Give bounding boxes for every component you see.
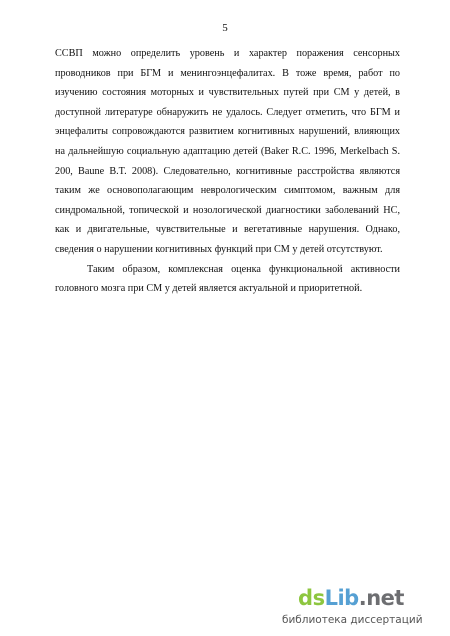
- paragraph-1: ССВП можно определить уровень и характер поражения сенсорных проводников при БГМ и менингоэнцефалитах. В тоже время, работ по изучению состояния моторных и чувствительных путей при СМ у детей, в доступной литературе обнаружить не удалось. Следует отметить, что БГМ и энцефалиты сопровождаются развитием когнитивных нарушений, влияющих на дальнейшую социальную адаптацию детей (Baker R.C. 1996, Merkelbach S. 200, Baune B.T. 2008). Следовательно, когнитивные расстройства являются таким же основополагающим неврологическим симптомом, важным для синдромальной, топической и нозологической диагностики заболеваний НС, как и двигательные, чувствительные и вегетативные нарушения. Однако, сведения о нарушении когнитивных функций при СМ у детей отсутствуют.: [55, 48, 400, 255]
- paragraph-2: Таким образом, комплексная оценка функциональной активности головного мозга при СМ у детей является актуальной и приоритетной.: [55, 263, 400, 295]
- body-text: [55, 44, 400, 299]
- dslib-watermark: [282, 586, 442, 630]
- logo-lib-text: Lib: [324, 586, 359, 610]
- page-number: 5: [222, 22, 228, 34]
- logo-ds-text: ds: [298, 586, 325, 610]
- dslib-logo: [282, 586, 420, 610]
- logo-net-text: .net: [358, 586, 404, 610]
- watermark-caption: библиотека диссертаций: [282, 614, 423, 626]
